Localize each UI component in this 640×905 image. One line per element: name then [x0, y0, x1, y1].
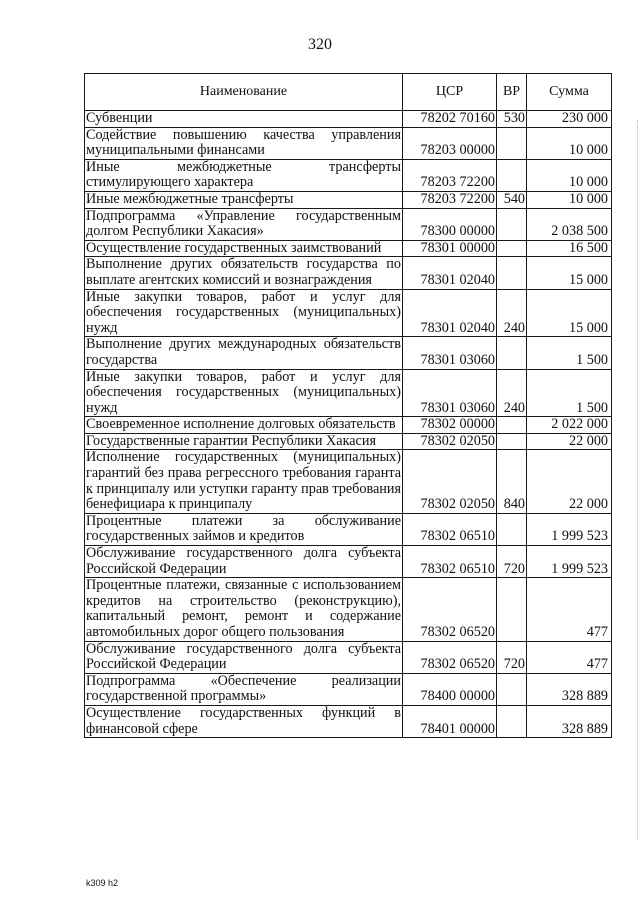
row-vr-cell: 540	[497, 191, 527, 208]
row-name-cell: Субвенции	[85, 111, 403, 128]
row-vr-cell: 530	[497, 111, 527, 128]
row-csr-cell: 78302 06520	[403, 578, 497, 641]
table-header-row	[85, 74, 612, 111]
table-row	[85, 433, 612, 450]
row-sum-cell: 22 000	[527, 450, 612, 513]
table-row	[85, 705, 612, 737]
row-vr-cell	[497, 673, 527, 705]
row-vr-cell	[497, 208, 527, 240]
row-vr-cell	[497, 127, 527, 159]
page-number: 320	[308, 36, 332, 53]
row-sum-cell: 15 000	[527, 257, 612, 289]
table-row	[85, 337, 612, 369]
row-vr-cell: 240	[497, 369, 527, 417]
row-name-cell: Осуществление государственных заимствований	[85, 240, 403, 257]
budget-table	[84, 73, 612, 738]
row-sum-cell: 22 000	[527, 433, 612, 450]
header-csr: ЦСР	[403, 74, 497, 111]
row-sum-cell: 328 889	[527, 673, 612, 705]
table-row	[85, 578, 612, 641]
row-csr-cell: 78301 03060	[403, 369, 497, 417]
row-name-cell: Иные закупки товаров, работ и услуг для обеспечения государственных (муниципальных) нужд	[86, 368, 401, 416]
table-row	[85, 417, 612, 434]
table-row	[85, 641, 612, 673]
table-body	[85, 111, 612, 738]
table-row	[85, 191, 612, 208]
row-sum-cell: 10 000	[527, 191, 612, 208]
row-vr-cell	[497, 337, 527, 369]
row-name-cell: Осуществление государственных функций в финансовой сфере	[86, 704, 401, 737]
row-name-cell: Выполнение других международных обязательств государства	[86, 336, 401, 368]
footer-code: k309 h2	[86, 878, 119, 888]
table-row	[85, 546, 612, 578]
row-sum-cell: 230 000	[527, 111, 612, 128]
row-name-cell: Иные межбюджетные трансферты стимулирующего характера	[86, 158, 401, 191]
margin-scan-line	[635, 120, 638, 840]
row-csr-cell: 78401 00000	[403, 705, 497, 737]
row-vr-cell	[497, 705, 527, 737]
row-csr-cell: 78301 03060	[403, 337, 497, 369]
table-row	[85, 450, 612, 513]
row-name-cell: Исполнение государственных (муниципальных) гарантий без права регрессного требования гаранта к принципалу или уступки гаранту прав требования бенефициара к принципалу	[86, 449, 401, 513]
row-vr-cell	[497, 159, 527, 191]
row-vr-cell	[497, 513, 527, 545]
table-row	[85, 159, 612, 191]
row-csr-cell: 78302 06520	[403, 641, 497, 673]
row-name-cell: Своевременное исполнение долговых обязательств	[85, 417, 403, 434]
row-name-cell: Иные межбюджетные трансферты	[85, 191, 403, 208]
row-csr-cell: 78301 00000	[403, 240, 497, 257]
row-sum-cell: 1 999 523	[527, 546, 612, 578]
row-vr-cell	[497, 578, 527, 641]
row-sum-cell: 477	[527, 578, 612, 641]
row-sum-cell: 15 000	[527, 289, 612, 337]
row-csr-cell: 78400 00000	[403, 673, 497, 705]
row-vr-cell	[497, 257, 527, 289]
row-csr-cell: 78203 00000	[403, 127, 497, 159]
row-vr-cell	[497, 240, 527, 257]
row-csr-cell: 78302 06510	[403, 513, 497, 545]
row-name-cell: Государственные гарантии Республики Хакасия	[85, 433, 403, 450]
row-sum-cell: 328 889	[527, 705, 612, 737]
row-name-cell: Процентные платежи за обслуживание государственных займов и кредитов	[86, 512, 401, 545]
row-sum-cell: 16 500	[527, 240, 612, 257]
table-row	[85, 369, 612, 417]
table-row	[85, 257, 612, 289]
header-vr: ВР	[497, 74, 527, 111]
header-name: Наименование	[85, 74, 403, 111]
row-csr-cell: 78302 00000	[403, 417, 497, 434]
row-name-cell: Процентные платежи, связанные с использованием кредитов на строительство (реконструкцию), капитальный ремонт, ремонт и содержание автомобильных дорог общего пользования	[86, 577, 401, 640]
row-vr-cell: 720	[497, 546, 527, 578]
header-sum: Сумма	[527, 74, 612, 111]
row-csr-cell: 78302 02050	[403, 450, 497, 513]
row-csr-cell: 78301 02040	[403, 289, 497, 337]
row-name-cell: Обслуживание государственного долга субъекта Российской Федерации	[86, 640, 401, 673]
row-vr-cell: 720	[497, 641, 527, 673]
row-name-cell: Подпрограмма «Управление государственным долгом Республики Хакасия»	[86, 207, 401, 240]
row-name-cell: Подпрограмма «Обеспечение реализации государственной программы»	[86, 672, 401, 705]
row-sum-cell: 10 000	[527, 159, 612, 191]
row-csr-cell: 78301 02040	[403, 257, 497, 289]
table-row	[85, 673, 612, 705]
row-sum-cell: 1 500	[527, 337, 612, 369]
table-row	[85, 127, 612, 159]
row-name-cell: Иные закупки товаров, работ и услуг для обеспечения государственных (муниципальных) нужд	[86, 288, 401, 336]
row-vr-cell: 840	[497, 450, 527, 513]
row-csr-cell: 78202 70160	[403, 111, 497, 128]
row-csr-cell: 78300 00000	[403, 208, 497, 240]
row-csr-cell: 78302 06510	[403, 546, 497, 578]
row-csr-cell: 78203 72200	[403, 159, 497, 191]
row-name-cell: Содействие повышению качества управления муниципальными финансами	[86, 126, 401, 159]
row-sum-cell: 10 000	[527, 127, 612, 159]
row-csr-cell: 78203 72200	[403, 191, 497, 208]
row-vr-cell	[497, 417, 527, 434]
row-csr-cell: 78302 02050	[403, 433, 497, 450]
table-row	[85, 111, 612, 128]
row-vr-cell: 240	[497, 289, 527, 337]
row-sum-cell: 1 500	[527, 369, 612, 417]
table-row	[85, 240, 612, 257]
table-row	[85, 289, 612, 337]
table-row	[85, 208, 612, 240]
table-row	[85, 513, 612, 545]
row-sum-cell: 1 999 523	[527, 513, 612, 545]
row-name-cell: Выполнение других обязательств государства по выплате агентских комиссий и вознаграждения	[86, 256, 401, 288]
row-vr-cell	[497, 433, 527, 450]
row-name-cell: Обслуживание государственного долга субъекта Российской Федерации	[86, 545, 401, 577]
row-sum-cell: 2 038 500	[527, 208, 612, 240]
row-sum-cell: 477	[527, 641, 612, 673]
row-sum-cell: 2 022 000	[527, 417, 612, 434]
